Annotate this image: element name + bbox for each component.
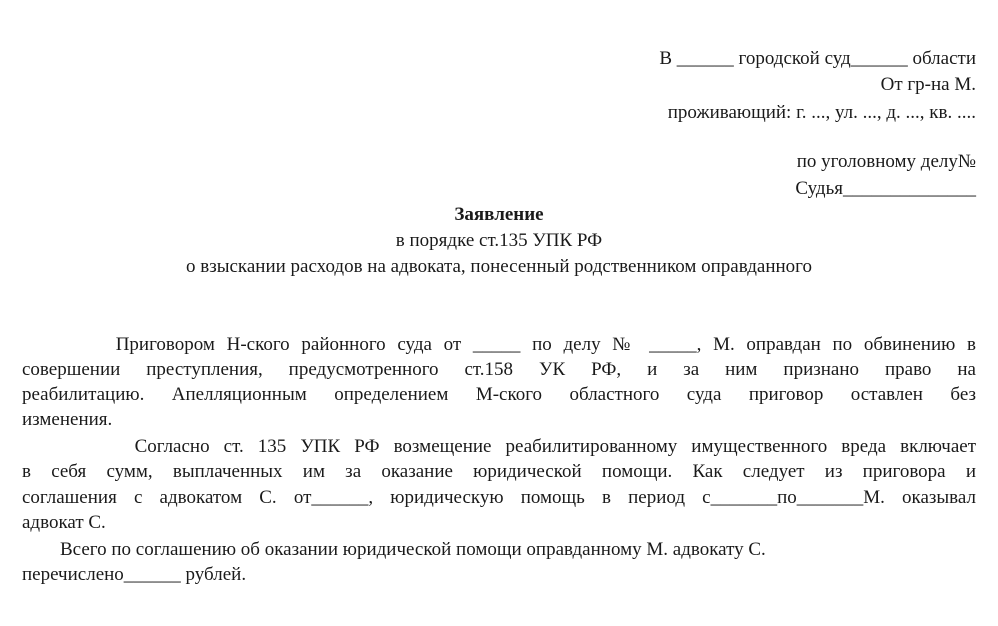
document-title: Заявление bbox=[454, 204, 544, 225]
case-number-line: по уголовному делу№ bbox=[796, 151, 976, 172]
document-subtitle-1: в порядке ст.135 УПК РФ bbox=[395, 230, 603, 251]
paragraph-2-line-1: Согласно ст. 135 УПК РФ возмещение реабилитированному имущественного вреда включает bbox=[22, 436, 976, 457]
court-line: В ______ городской суд______ области bbox=[659, 48, 976, 69]
paragraph-3-line-2: перечислено______ рублей. bbox=[22, 564, 247, 585]
address-line: проживающий: г. ..., ул. ..., д. ..., кв. .... bbox=[667, 102, 976, 123]
paragraph-1-line-3: реабилитацию. Апелляционным определением М-ского областного суда приговор оставлен без bbox=[22, 384, 976, 405]
judge-line: Судья______________ bbox=[795, 178, 976, 199]
paragraph-1-line-2: совершении преступления, предусмотренного ст.158 УК РФ, и за ним признано право на bbox=[22, 359, 976, 380]
paragraph-2-line-2: в себя сумм, выплаченных им за оказание юридической помощи. Как следует из приговора и bbox=[22, 461, 976, 482]
paragraph-1-line-4: изменения. bbox=[22, 409, 113, 430]
applicant-line: От гр-на М. bbox=[880, 74, 976, 95]
paragraph-3-line-1: Всего по соглашению об оказании юридической помощи оправданному М. адвокату С. bbox=[22, 539, 766, 560]
paragraph-2-line-4: адвокат С. bbox=[22, 512, 106, 533]
document-subtitle-2: о взыскании расходов на адвоката, понесенный родственником оправданного bbox=[186, 256, 812, 277]
paragraph-2-line-3: соглашения с адвокатом С. от______, юридическую помощь в период с_______по_______М. оказывал bbox=[22, 487, 976, 508]
paragraph-1-line-1: Приговором Н-ского районного суда от _____ по делу № _____, М. оправдан по обвинению в bbox=[22, 334, 976, 355]
